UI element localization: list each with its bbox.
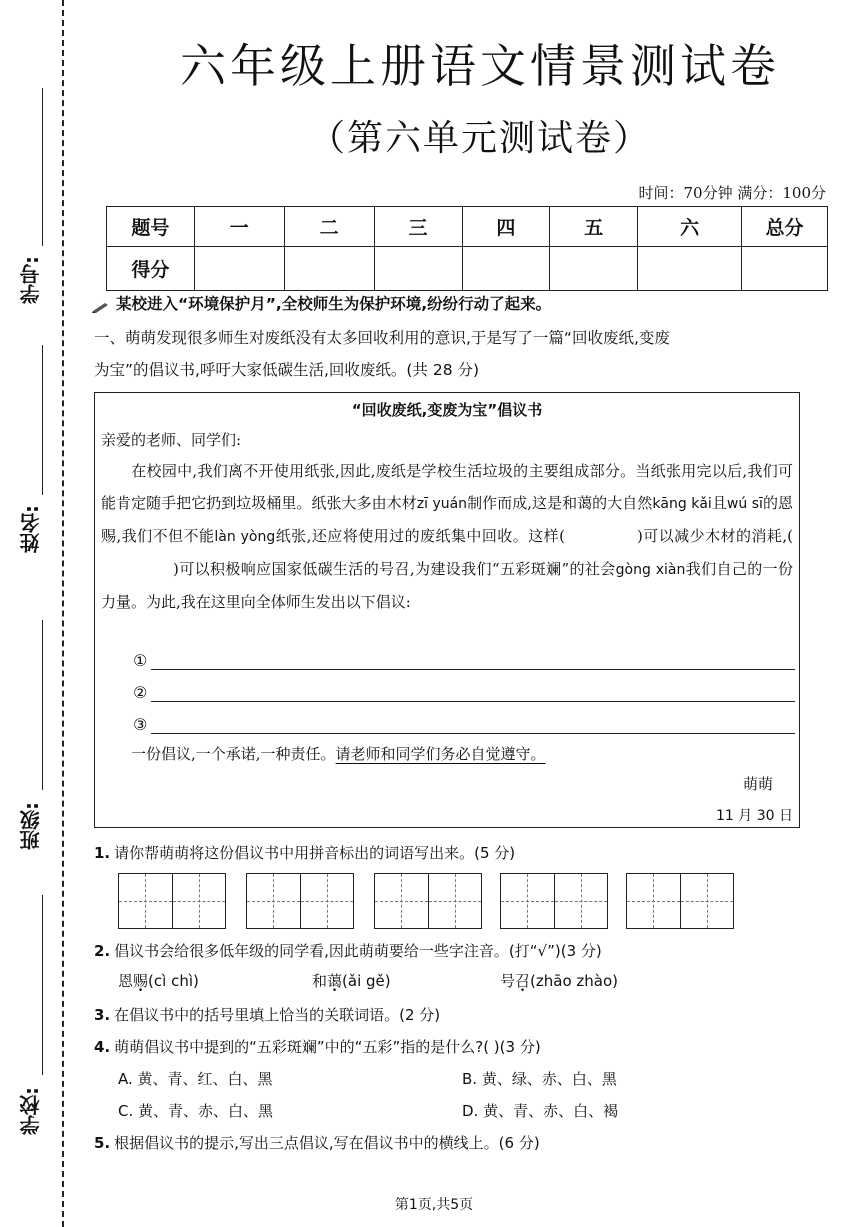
- pinyin-word: kāng kǎi: [652, 496, 712, 512]
- section-1-heading: [94, 322, 806, 386]
- question-2: [94, 940, 602, 961]
- student-id-label: 学号:: [19, 256, 43, 304]
- closing-underlined-text: 请老师和同学们务必自觉遵守。: [335, 745, 546, 763]
- dotted-char: 蔼: [327, 972, 343, 990]
- pinyin-word: wú sī: [726, 496, 763, 512]
- question-text: 请你帮萌萌将这份倡议书中用拼音标出的词语写出来。(5 分): [114, 844, 516, 862]
- option-c[interactable]: C. 黄、青、赤、白、黑: [118, 1102, 274, 1120]
- school-field: [6, 895, 52, 1145]
- score-cell[interactable]: [194, 247, 284, 291]
- answer-grid[interactable]: [118, 873, 226, 929]
- pinyin-choice[interactable]: [312, 970, 391, 991]
- score-row-label: 得分: [107, 247, 195, 291]
- section-1-line-2: 为宝”的倡议书,呼吁大家低碳生活,回收废纸。(共 28 分): [94, 361, 480, 379]
- pinyin-options: (ǎi gě): [342, 972, 391, 990]
- letter-date: 11 月 30 日: [716, 808, 793, 824]
- choice-char: 号: [500, 972, 516, 990]
- name-field: [6, 345, 52, 565]
- score-cell[interactable]: [462, 247, 550, 291]
- question-1: [94, 842, 515, 863]
- answer-grid[interactable]: [246, 873, 354, 929]
- question-text: 萌萌倡议书中提到的“五彩斑斓”中的“五彩”指的是什么?( )(3 分): [114, 1038, 541, 1056]
- class-label: 班级:: [19, 802, 43, 850]
- letter-greeting: 亲爱的老师、同学们:: [101, 431, 242, 449]
- letter-text: )可以积极响应国家低碳生活的号召,为建设我们“五彩斑斓”的社会: [173, 560, 616, 578]
- pinyin-choice[interactable]: [500, 970, 618, 991]
- score-table-header-row: [107, 207, 828, 247]
- letter-text: 我们自己的一份力量。为此,我在这里向全体师生发出以下倡议:: [101, 560, 793, 611]
- pinyin-options: (zhāo zhào): [530, 972, 619, 990]
- question-text: 在倡议书中的括号里填上恰当的关联词语。(2 分): [114, 1006, 441, 1024]
- answer-grid[interactable]: [500, 873, 608, 929]
- score-cell[interactable]: [550, 247, 638, 291]
- option-d[interactable]: D. 黄、青、赤、白、褐: [462, 1102, 619, 1120]
- time-info: 时间：70分钟 满分：100分: [638, 184, 826, 202]
- pinyin-word: làn yòng: [214, 529, 276, 545]
- score-cell[interactable]: [742, 247, 828, 291]
- score-table-header-cell: 五: [550, 207, 638, 247]
- question-4: [94, 1036, 541, 1057]
- school-label: 学校:: [19, 1087, 43, 1135]
- scenario-intro-text: 某校进入“环境保护月”,全校师生为保护环境,纷纷行动了起来。: [116, 295, 552, 313]
- scenario-intro: [92, 292, 551, 314]
- school-blank[interactable]: [42, 895, 43, 1075]
- page-subtitle: （第六单元测试卷）: [308, 118, 651, 159]
- pencil-icon: [92, 299, 110, 311]
- option-a[interactable]: A. 黄、青、红、白、黑: [118, 1070, 273, 1088]
- choice-char: 恩: [118, 972, 134, 990]
- question-5: [94, 1132, 540, 1153]
- score-table-header-cell: 六: [638, 207, 742, 247]
- letter-body: [101, 455, 793, 618]
- score-cell[interactable]: [374, 247, 462, 291]
- letter-text: 且: [711, 494, 727, 512]
- score-cell[interactable]: [284, 247, 374, 291]
- question-text: 根据倡议书的提示,写出三点倡议,写在倡议书中的横线上。(6 分): [114, 1134, 540, 1152]
- pinyin-options: (cì chì): [148, 972, 199, 990]
- question-3: [94, 1004, 440, 1025]
- letter-closing: [131, 743, 546, 764]
- pinyin-choice[interactable]: [118, 970, 199, 991]
- student-id-field: [6, 88, 52, 318]
- letter-text: 制作而成,这是和蔼的大自然: [467, 494, 653, 512]
- score-table-score-row: [107, 247, 828, 291]
- class-blank[interactable]: [42, 620, 43, 790]
- question-text: 倡议书会给很多低年级的同学看,因此萌萌要给一些字注音。(打“√”)(3 分): [114, 942, 602, 960]
- letter-text: )可以减少木材的消耗,(: [636, 527, 793, 545]
- proposal-number: ①: [133, 651, 148, 670]
- dotted-char: 召: [515, 972, 531, 990]
- question-number: 2.: [94, 942, 111, 960]
- score-table-header-cell: 二: [284, 207, 374, 247]
- closing-text: 一份倡议,一个承诺,一种责任。: [131, 745, 336, 763]
- proposal-number: ②: [133, 683, 148, 702]
- score-table-header-cell: 三: [374, 207, 462, 247]
- score-cell[interactable]: [638, 247, 742, 291]
- proposal-number: ③: [133, 715, 148, 734]
- student-id-blank[interactable]: [42, 88, 43, 246]
- section-1-line-1: 一、萌萌发现很多师生对废纸没有太多回收利用的意识,于是写了一篇“回收废纸,变废: [94, 329, 670, 347]
- name-label: 姓名:: [19, 505, 43, 553]
- score-table-header-cell: 一: [194, 207, 284, 247]
- question-number: 5.: [94, 1134, 111, 1152]
- letter-text: 纸张,还应将使用过的废纸集中回收。这样(: [275, 527, 565, 545]
- question-number: 3.: [94, 1006, 111, 1024]
- score-table-header-cell: 总分: [742, 207, 828, 247]
- dotted-char: 赐: [133, 972, 149, 990]
- letter-title: “回收废纸,变废为宝”倡议书: [351, 401, 543, 419]
- letter-text: 的恩赐,我们不但不能: [101, 494, 793, 545]
- letter-signature: 萌萌: [742, 775, 773, 793]
- question-number: 4.: [94, 1038, 111, 1056]
- answer-grid[interactable]: [374, 873, 482, 929]
- letter-text: 在校园中,我们离不开使用纸张,因此,废纸是学校生活垃圾的主要组成部分。当纸张用完以后,我们可能肯定随手把它扔到垃圾桶里。纸张大多由木材: [101, 462, 793, 512]
- score-table-header-cell: 四: [462, 207, 550, 247]
- pinyin-word: gòng xiàn: [615, 562, 686, 578]
- question-number: 1.: [94, 844, 111, 862]
- class-field: [6, 620, 52, 860]
- binding-dashed-line: [62, 0, 64, 1227]
- score-table: [106, 206, 828, 291]
- pinyin-word: zī yuán: [416, 496, 468, 512]
- page-title: 六年级上册语文情景测试卷: [180, 39, 780, 93]
- score-table-header-cell: 题号: [107, 207, 195, 247]
- choice-char: 和: [312, 972, 328, 990]
- proposal-letter: [94, 392, 800, 828]
- option-b[interactable]: B. 黄、绿、赤、白、黑: [462, 1070, 617, 1088]
- answer-grid[interactable]: [626, 873, 734, 929]
- name-blank[interactable]: [42, 345, 43, 495]
- answer-grid-set: [118, 873, 798, 929]
- page-footer: 第1页,共5页: [394, 1197, 474, 1213]
